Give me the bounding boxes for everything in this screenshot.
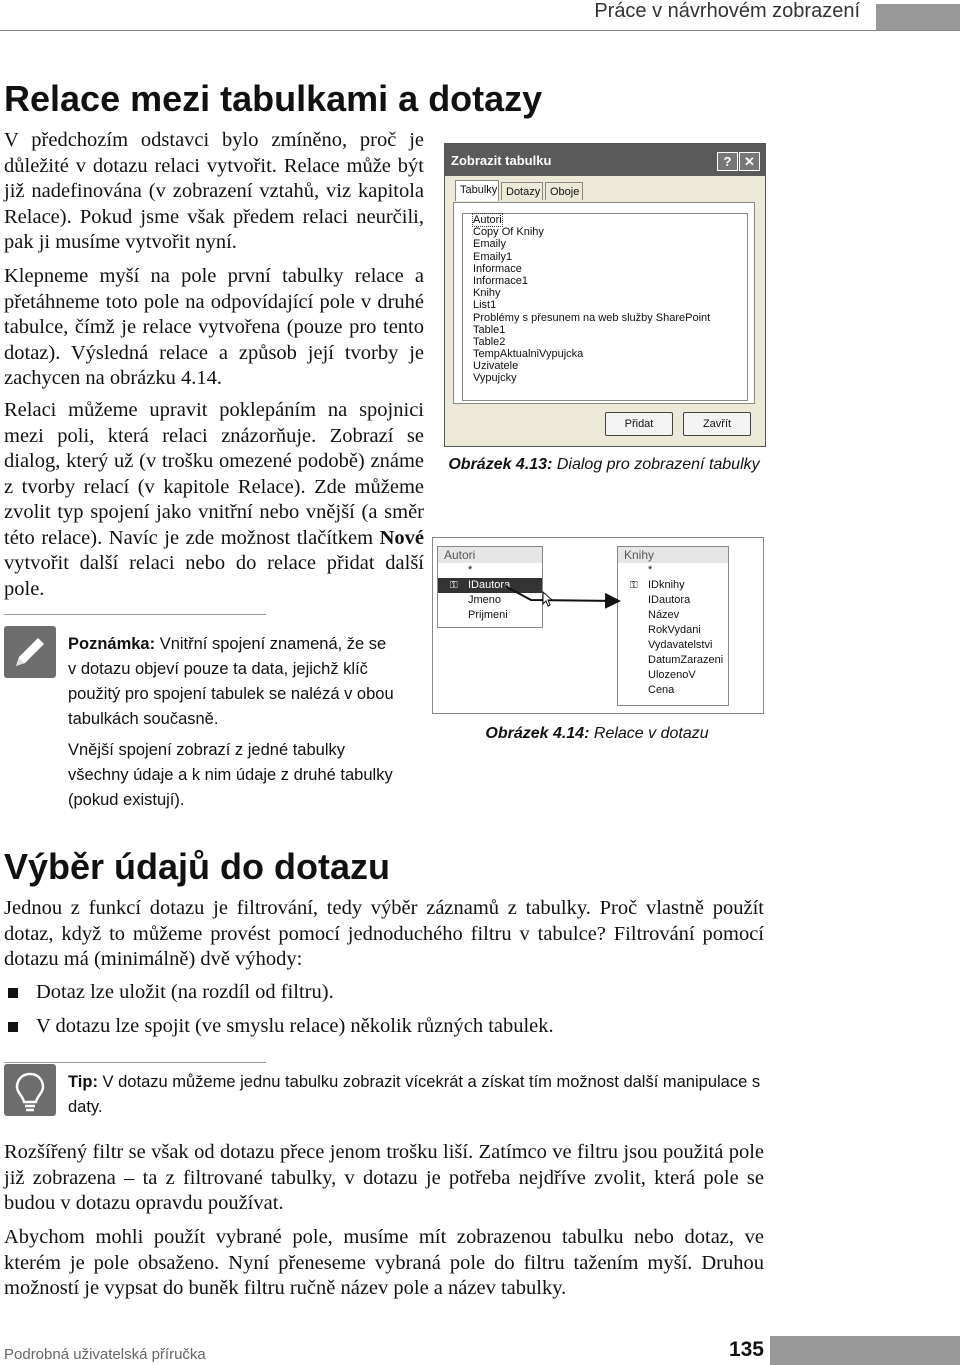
tab-dotazy[interactable]: Dotazy [501,182,543,200]
paragraph-2: Klepneme myší na pole první tabulky relace a přetáhneme toto pole na odpovídající pole v druhé tabulce, čímž je relace vytvořena (pouze pro tento dotaz). Výsledná relace a způsob její tvorby je zachycen na obrázku 4.14. [4,265,424,389]
table-list-item[interactable]: TempAktualniVypujcka [473,348,584,361]
footer-book-title: Podrobná uživatelská příručka [4,1346,206,1363]
show-table-dialog [444,143,766,447]
table-list-item[interactable]: Knihy [473,287,501,300]
table-list-item[interactable]: Problémy s přesunem na web služby SharePoint [473,311,711,324]
page-number: 135 [728,1338,764,1361]
bullet-item-1: Dotaz lze uložit (na rozdíl od filtru). [36,981,334,1003]
lightbulb-icon [4,1064,56,1116]
table-list-item[interactable]: Autori [473,214,502,226]
mouse-cursor-icon [543,592,552,606]
field-datumzarazeni[interactable]: DatumZarazeni [648,654,724,666]
field-idautora-right[interactable]: IDautora [648,594,691,606]
field-all[interactable]: * [468,564,473,576]
tab-oboje[interactable]: Oboje [545,182,583,200]
table-listbox[interactable] [462,213,748,401]
table-list-item[interactable]: Table1 [473,323,506,336]
field-idautora-left[interactable]: ⚿ IDautora [438,578,542,593]
footer-tab-block [770,1336,960,1365]
table-name-autori: Autori [438,547,542,563]
figure-4-14-caption: Obrázek 4.14: Relace v dotazu [485,725,709,742]
add-button[interactable]: Přidat [605,412,673,436]
tip-body: Tip: V dotazu můžeme jednu tabulku zobrazit vícekrát a získat tím možnost další manipulace s daty. [68,1073,761,1116]
section-heading-selection: Výběr údajů do dotazu [4,846,391,887]
note-second: Vnější spojení zobrazí z jedné tabulky všechny údaje a k nim údaje z druhé tabulky (pokud existují). [68,741,393,809]
field-rokvydani[interactable]: RokVydani [648,624,701,636]
figure-4-13-caption: Obrázek 4.13: Dialog pro zobrazení tabulky [448,456,760,473]
paragraph-3: Relaci můžeme upravit poklepáním na spojnici mezi poli, která relaci znázorňuje. Zobrazí se dialog, který už (v trošku omezené podobě) známe z tvorby relací (v kapitole Relace). Zde můžeme zvolit typ spojení jako vnitřní nebo vnější (a směr této relace). Navíc je zde možnost tlačítkem Nové vytvořit další relaci nebo do relace přidat další pole. [4,399,424,600]
tab-panel [453,202,755,404]
table-list-item[interactable]: Table2 [473,335,506,348]
paragraph-1: V předchozím odstavci bylo zmíněno, proč je důležité v dotazu relaci vytvořit. Relace může být již nadefinována (v zobrazení vztahů, viz kapitola Relace). Pokud jsme však předem relaci neurčili, pak ji musíme vytvořit nyní. [4,129,424,253]
bullet-marker [8,1022,18,1032]
relation-line[interactable] [433,538,763,713]
field-idknihy[interactable]: ⚿ IDknihy [618,578,728,593]
tab-tabulky[interactable]: Tabulky [455,180,499,201]
close-icon[interactable]: ✕ [739,152,760,171]
header-rule [0,30,960,31]
note-body: Poznámka: Vnitřní spojení znamená, že se v dotazu objeví pouze ta data, jejichž klíč použitý pro spojení tabulek se nalézá v obou tabulkách současně. Vnější spojení zobrazí z jedné tabulky všechny údaje a k nim údaje z druhé tabulky (pokud existují). [68,632,398,813]
section2-paragraph-3: Abychom mohli použít vybrané pole, musíme mít zobrazenou tabulku nebo dotaz, ve kterém je pole obsaženo. Nyní přeneseme vybraná pole do filtru tažením myší. Druhou možností je vypsat do buněk filtru ručně název pole a název tabulky. [4,1226,764,1299]
section2-paragraph-2: Rozšířený filtr se však od dotazu přece jenom trošku liší. Zatímco ve filtru jsou použitá pole již zobrazena – ta z filtrované tabulky, v dotazu je potřeba nejdříve zvolit, která pole se budou v dotazu opravdu používat. [4,1141,764,1214]
section-heading-relations: Relace mezi tabulkami a dotazy [4,78,543,119]
table-list-item[interactable]: Emaily [473,238,507,251]
tip-label: Tip: [68,1073,98,1091]
bold-term-nove: Nové [379,526,424,549]
table-list-item[interactable]: Vypujcky [473,372,517,385]
bullet-marker [8,988,18,998]
table-list-item[interactable]: Copy Of Knihy [473,226,544,239]
note-rule [4,614,266,615]
bullet-item-2: V dotazu lze spojit (ve smyslu relace) několik různých tabulek. [36,1015,554,1037]
dialog-title: Zobrazit tabulku [451,153,552,168]
field-all-right[interactable]: * [648,564,653,576]
table-list-item[interactable]: Emaily1 [473,250,513,263]
note-label: Poznámka: [68,635,156,653]
field-prijmeni[interactable]: Prijmeni [468,609,508,621]
close-button[interactable]: Zavřít [683,412,751,436]
section2-intro: Jednou z funkcí dotazu je filtrování, tedy výběr záznamů z tabulky. Proč vlastně použít dotaz, když to můžeme provést pomocí jednoduchého filtru v tabulce? Filtrování pomocí dotazu má (minimálně) dvě výhody: [4,897,764,970]
relation-diagram [432,537,764,714]
field-nazev[interactable]: Název [648,609,680,621]
pencil-icon [4,626,56,678]
field-ulozenov[interactable]: UlozenoV [648,669,696,681]
tip-rule [4,1062,266,1063]
table-list-item[interactable]: List1 [473,299,497,312]
running-header: Práce v návrhovém zobrazení [594,0,860,22]
field-jmeno[interactable]: Jmeno [468,594,502,606]
dialog-titlebar [445,144,765,176]
table-list-item[interactable]: Informace [473,262,522,275]
table-list-item[interactable]: Uzivatele [473,360,519,373]
field-cena[interactable]: Cena [648,684,675,696]
field-vydavatelstvi[interactable]: Vydavatelstvi [648,639,713,651]
table-list-item[interactable]: Informace1 [473,274,529,287]
header-tab-block [876,4,960,30]
table-name-knihy: Knihy [618,547,728,563]
help-icon[interactable]: ? [717,152,738,171]
